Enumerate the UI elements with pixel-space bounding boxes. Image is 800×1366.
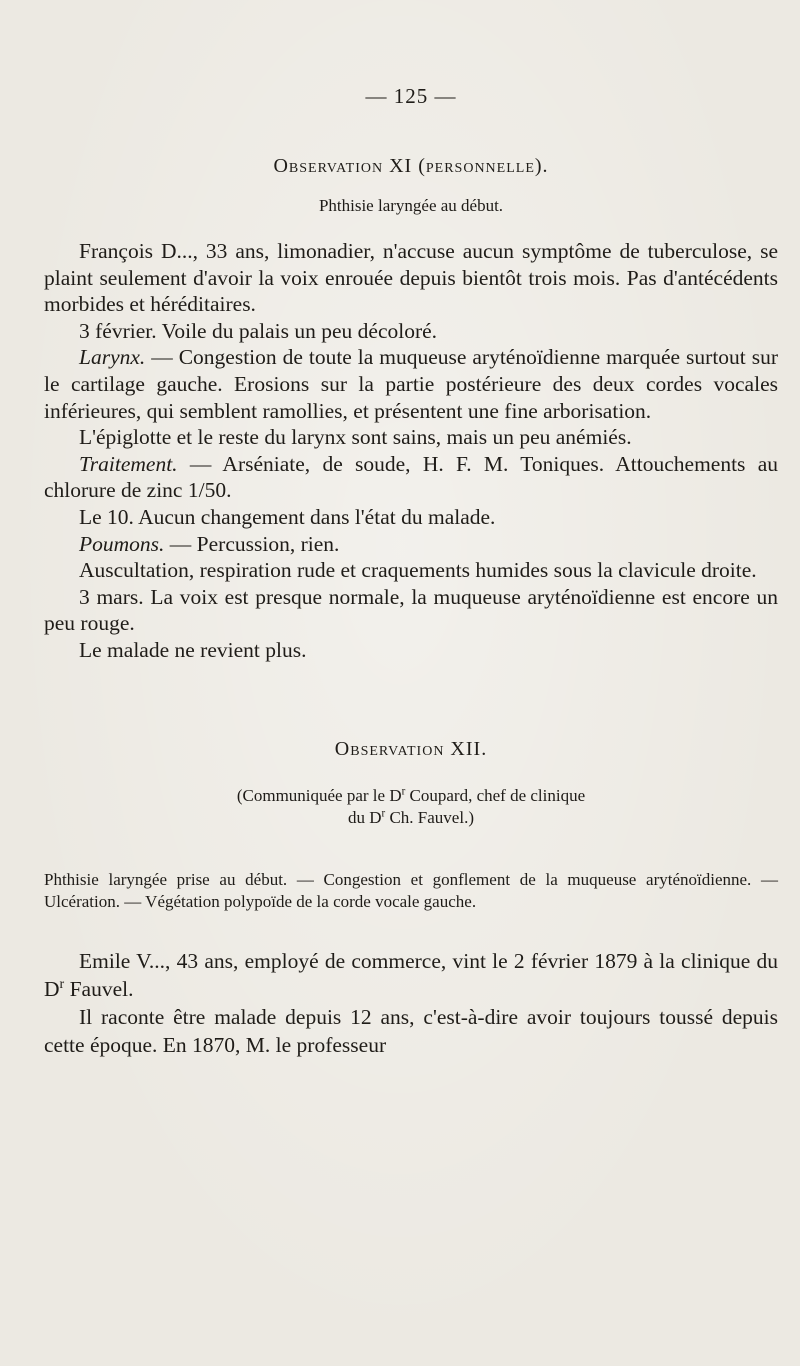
paragraph-fevrier: 3 février. Voile du palais un peu décoloré. <box>79 318 438 343</box>
communique-line-1-a: (Communiquée par le D <box>236 785 402 805</box>
paragraph-auscultation: Auscultation, respiration rude et craquements humides sous la clavicule droite. <box>79 558 757 583</box>
paragraph-patient: François D..., 33 ans, limonadier, n'accuse aucun symptôme de tuberculose, se plaint seulement d'avoir la voix enrouée depuis bientôt trois mois. Pas d'antécédents morbides et héréditaires. <box>44 239 778 317</box>
observation-12-body <box>44 947 778 1059</box>
communique-line-2-b: Ch. Fauvel.) <box>385 807 474 827</box>
page-number: — 125 — <box>365 84 457 108</box>
larynx-text: — Congestion de toute la muqueuse aryténoïdienne marquée surtout sur le cartilage gauche. Erosions sur la partie postérieure des deux cordes vocales inférieures, qui semblent ramollies, et présentent une fine arborisation. <box>44 345 778 423</box>
paragraph-emile <box>44 947 778 1003</box>
paragraph-larynx <box>44 344 778 424</box>
communique-sup-2: r <box>381 806 386 819</box>
paragraph-raconte: Il raconte être malade depuis 12 ans, c'est-à-dire avoir toujours toussé depuis cette époque. En 1870, M. le professeur <box>44 1004 778 1057</box>
paragraph-emile-a: Emile V..., 43 ans, employé de commerce, vint le 2 février 1879 à la clinique du D <box>44 948 778 1001</box>
observation-12-communique <box>44 785 778 829</box>
communique-sup-1: r <box>401 784 406 797</box>
observation-11-subtitle: Phthisie laryngée au début. <box>318 196 504 215</box>
paragraph-le-10: Le 10. Aucun changement dans l'état du malade. <box>79 504 496 529</box>
paragraph-mars: 3 mars. La voix est presque normale, la muqueuse aryténoïdienne est encore un peu rouge. <box>44 584 778 636</box>
poumons-text: — Percussion, rien. <box>164 531 340 556</box>
paragraph-traitement <box>44 451 778 504</box>
observation-11-body <box>44 238 778 664</box>
paragraph-fin: Le malade ne revient plus. <box>79 637 307 662</box>
paragraph-emile-sup: r <box>59 976 65 992</box>
poumons-label: Poumons. <box>79 531 165 556</box>
communique-line-2 <box>44 807 778 829</box>
observation-12-title: Observation XII. <box>334 737 488 760</box>
observation-12-summary: Phthisie laryngée prise au début. — Congestion et gonflement de la muqueuse aryténoïdienne. — Ulcération. — Végétation polypoïde de la corde vocale gauche. <box>44 869 778 911</box>
communique-line-1-b: Coupard, chef de clinique <box>405 785 586 805</box>
paragraph-epiglotte: L'épiglotte et le reste du larynx sont sains, mais un peu anémiés. <box>79 425 632 450</box>
traitement-label: Traitement. <box>79 451 178 476</box>
paragraph-emile-b: Fauvel. <box>64 976 134 1001</box>
observation-11-title: Observation XI (personnelle). <box>273 155 549 177</box>
communique-line-1 <box>44 785 778 807</box>
larynx-label: Larynx. <box>79 345 146 370</box>
traitement-text: — Arséniate, de soude, H. F. M. Toniques. Attouchements au chlorure de zinc 1/50. <box>44 451 778 503</box>
paragraph-poumons <box>44 531 778 558</box>
communique-line-2-a: du D <box>348 807 382 827</box>
